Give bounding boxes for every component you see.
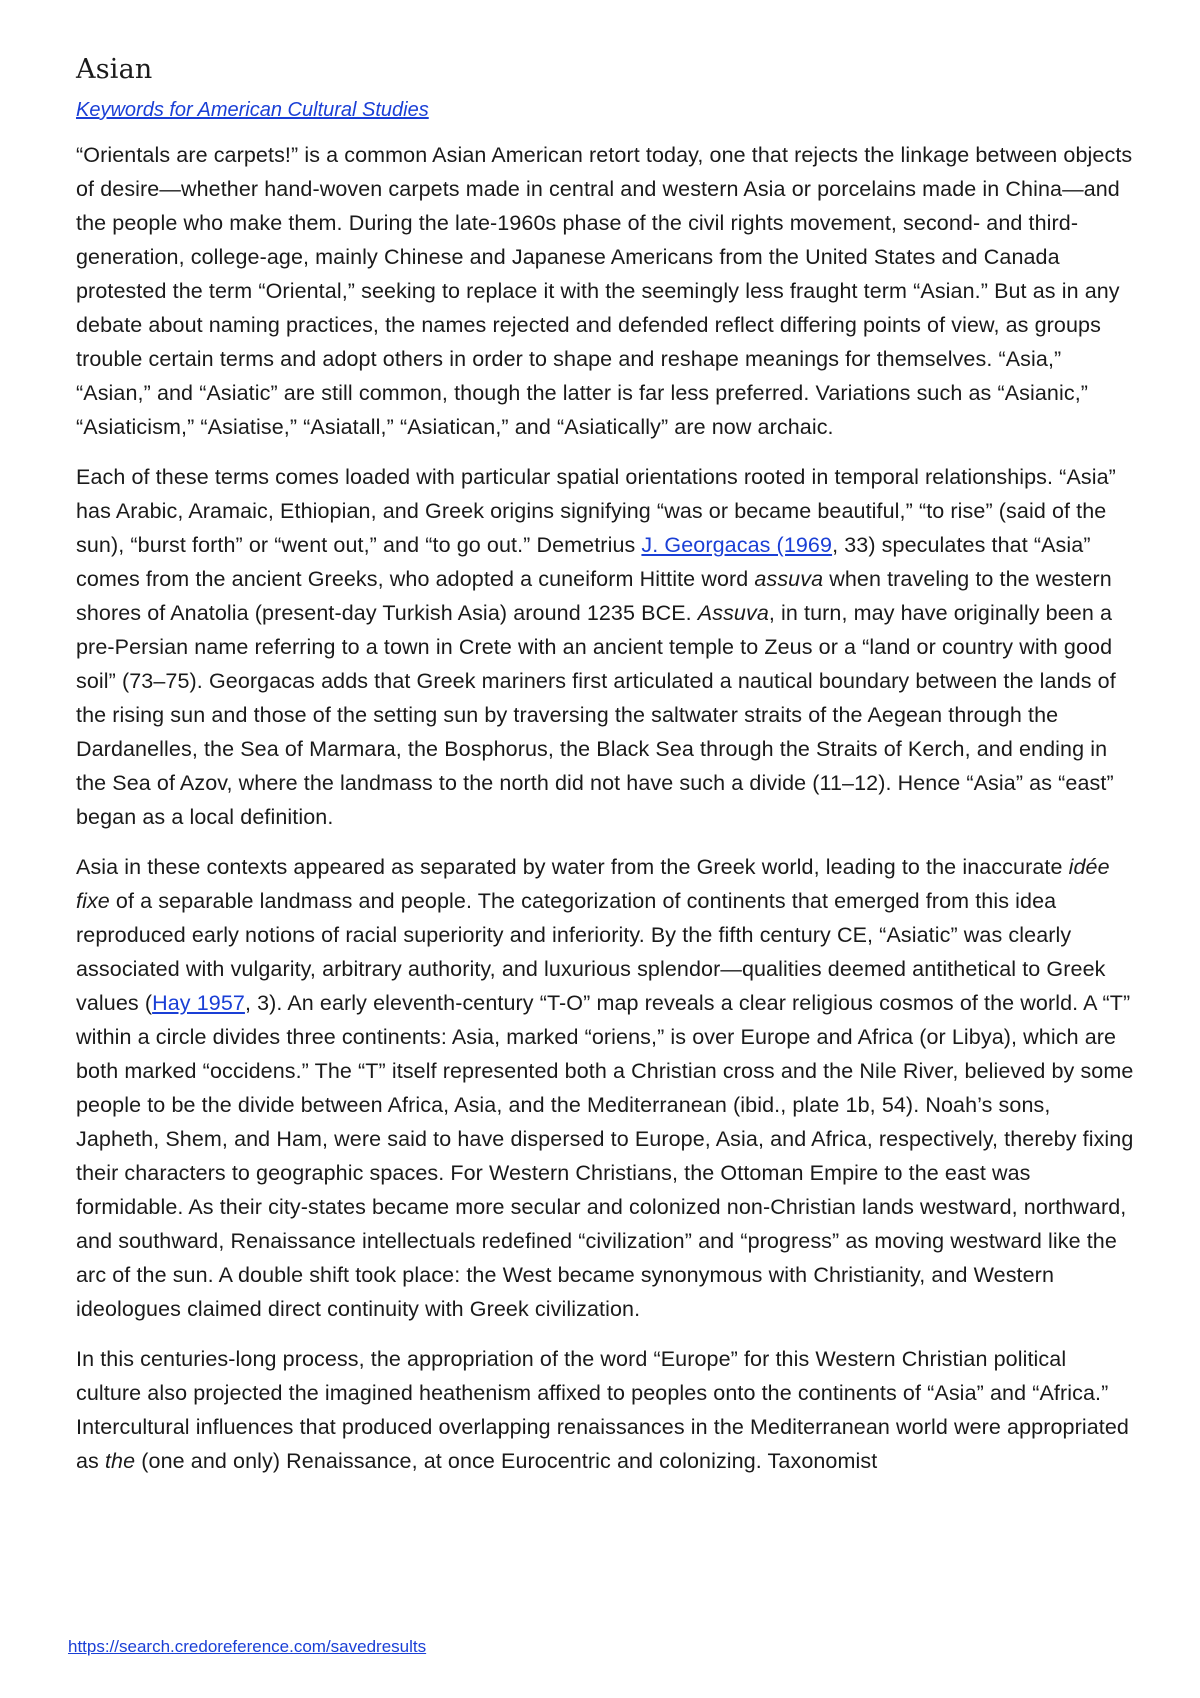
- source-link[interactable]: Keywords for American Cultural Studies: [76, 99, 429, 122]
- paragraph-text: , in turn, may have originally been a pre-Persian name referring to a town in Crete with an ancient temple to Zeus or a “land or country with good soil” (73–75). Georgacas adds that Greek mariners first articulated a nautical boundary between the lands of the rising sun and those of the setting sun by traversing the saltwater straits of the Aegean through the Dardanelles, the Sea of Marmara, the Bosphorus, the Black Sea through the Straits of Kerch, and ending in the Sea of Azov, where the landmass to the north did not have such a divide (11–12). Hence “Asia” as “east” began as a local definition.: [76, 601, 1116, 830]
- paragraph-4: [76, 1342, 1136, 1478]
- paragraph-text: , 3). An early eleventh-century “T-O” map reveals a clear religious cosmos of the world. A “T” within a circle divides three continents: Asia, marked “oriens,” is over Europe and Africa (or Libya), which are both marked “occidens.” The “T” itself represented both a Christian cross and the Nile River, believed by some people to be the divide between Africa, Asia, and the Mediterranean (ibid., plate 1b, 54). Noah’s sons, Japheth, Shem, and Ham, were said to have dispersed to Europe, Asia, and Africa, respectively, thereby fixing their characters to geographic spaces. For Western Christians, the Ottoman Empire to the east was formidable. As their city-states became more secular and colonized non-Christian lands westward, northward, and southward, Renaissance intellectuals redefined “civilization” and “progress” as moving westward like the arc of the sun. A double shift took place: the West became synonymous with Christianity, and Western ideologues claimed direct continuity with Greek civilization.: [76, 991, 1134, 1322]
- paragraph-2: [76, 460, 1136, 834]
- citation-link-georgacas[interactable]: J. Georgacas (1969: [641, 533, 833, 558]
- paragraph-text: In this centuries-long process, the appropriation of the word “Europe” for this Western Christian political culture also projected the imagined heathenism affixed to peoples onto the continents of “Asia” and “Africa.” Intercultural influences that produced overlapping renaissances in the Mediterranean world were appropriated as: [76, 1347, 1129, 1474]
- article: [76, 52, 1136, 1494]
- paragraph-text: (one and only) Renaissance, at once Eurocentric and colonizing. Taxonomist: [135, 1449, 878, 1474]
- footer-url-link[interactable]: https://search.credoreference.com/savedresults: [68, 1637, 427, 1656]
- paragraph-3: [76, 850, 1136, 1326]
- paragraph-text: , 33) speculates that “Asia” comes from the ancient Greeks, who adopted a cuneiform Hittite word: [76, 533, 1091, 592]
- paragraph-1: “Orientals are carpets!” is a common Asian American retort today, one that rejects the linkage between objects of desire—whether hand-woven carpets made in central and western Asia or porcelains made in China—and the people who make them. During the late-1960s phase of the civil rights movement, second- and third-generation, college-age, mainly Chinese and Japanese Americans from the United States and Canada protested the term “Oriental,” seeking to replace it with the seemingly less fraught term “Asian.” But as in any debate about naming practices, the names rejected and defended reflect differing points of view, as groups trouble certain terms and adopt others in order to shape and reshape meanings for themselves. “Asia,” “Asian,” and “Asiatic” are still common, though the latter is far less preferred. Variations such as “Asianic,” “Asiaticism,” “Asiatise,” “Asiatall,” “Asiatican,” and “Asiatically” are now archaic.: [76, 143, 1133, 440]
- paragraph-text: when traveling to the western shores of Anatolia (present-day Turkish Asia) around 1235 BCE.: [76, 567, 1112, 626]
- emphasis-text: Assuva: [697, 601, 769, 626]
- citation-link-hay[interactable]: Hay 1957: [152, 991, 245, 1016]
- emphasis-text: idée fixe: [76, 855, 1110, 914]
- paragraph-text: of a separable landmass and people. The categorization of continents that emerged from this idea reproduced early notions of racial superiority and inferiority. By the fifth century CE, “Asiatic” was clearly associated with vulgarity, arbitrary authority, and luxurious splendor—qualities deemed antithetical to Greek values (: [76, 889, 1106, 1016]
- article-title: Asian: [76, 54, 153, 85]
- paragraph-text: Each of these terms comes loaded with particular spatial orientations rooted in temporal relationships. “Asia” has Arabic, Aramaic, Ethiopian, and Greek origins signifying “was or became beautiful,” “to rise” (said of the sun), “burst forth” or “went out,” and “to go out.” Demetrius: [76, 465, 1116, 558]
- emphasis-text: the: [104, 1449, 136, 1474]
- paragraph-text: Asia in these contexts appeared as separated by water from the Greek world, leading to the inaccurate: [76, 855, 1069, 880]
- emphasis-text: assuva: [754, 567, 824, 592]
